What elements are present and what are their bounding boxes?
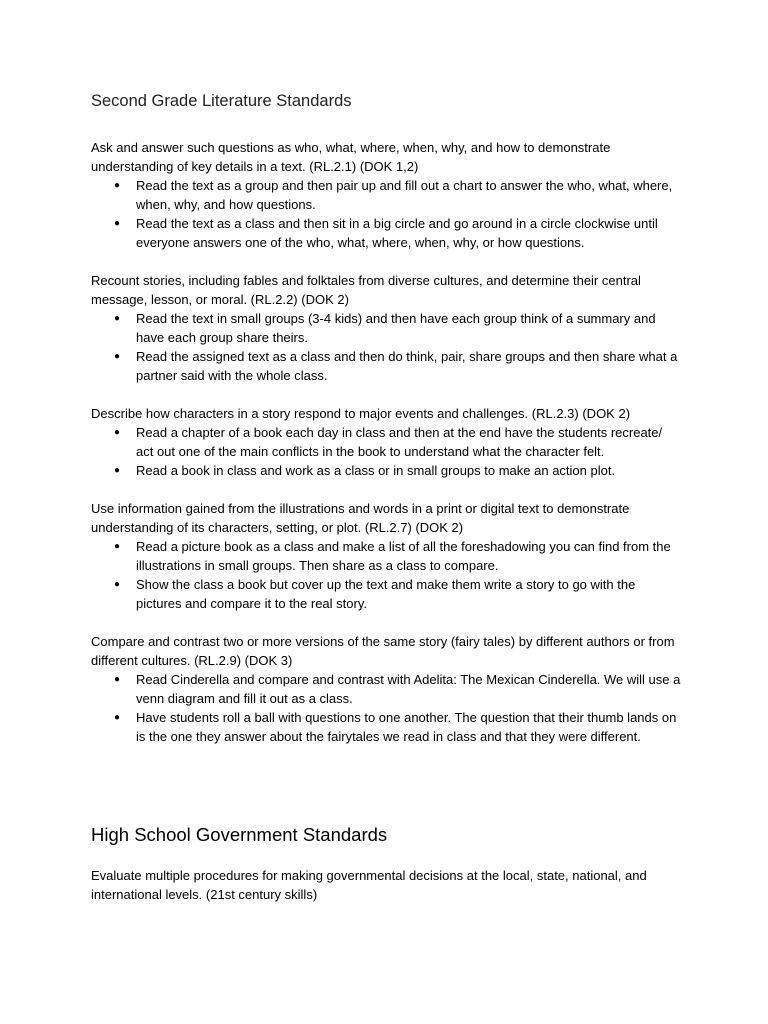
activity-item bbox=[91, 670, 681, 708]
activity-item bbox=[91, 176, 681, 214]
standard-text: Use information gained from the illustrations and words in a print or digital text to demonstrate understanding of its characters, setting, or plot. (RL.2.7) (DOK 2) bbox=[91, 501, 630, 535]
bullet-icon: ● bbox=[114, 351, 121, 362]
standard-text: Ask and answer such questions as who, what, where, when, why, and how to demonstrate understanding of key details in a text. (RL.2.1) (DOK 1,2) bbox=[91, 140, 611, 174]
standard-section-4 bbox=[91, 499, 681, 613]
activity-list bbox=[91, 309, 681, 385]
standard-section-3 bbox=[91, 404, 681, 480]
bullet-icon: ● bbox=[114, 218, 121, 229]
bullet-icon: ● bbox=[114, 541, 121, 552]
activity-text: Read a chapter of a book each day in class and then at the end have the students recreate/ act out one of the main conflicts in the book to understand what the character felt. bbox=[136, 425, 663, 459]
activity-text: Show the class a book but cover up the text and make them write a story to go with the pictures and compare it to the real story. bbox=[136, 577, 636, 611]
activity-item bbox=[91, 537, 681, 575]
standard-text: Describe how characters in a story respond to major events and challenges. (RL.2.3) (DOK 2) bbox=[91, 406, 631, 421]
activity-item bbox=[91, 461, 681, 480]
activity-item bbox=[91, 309, 681, 347]
standard-section-5 bbox=[91, 632, 681, 746]
standard-section-1 bbox=[91, 138, 681, 252]
activity-item bbox=[91, 423, 681, 461]
standard-section-2 bbox=[91, 271, 681, 385]
bullet-icon: ● bbox=[114, 712, 121, 723]
activity-list bbox=[91, 537, 681, 613]
activity-text: Read the text as a group and then pair up and fill out a chart to answer the who, what, where, when, why, and how questions. bbox=[136, 178, 673, 212]
activity-text: Have students roll a ball with questions to one another. The question that their thumb lands on is the one they answer about the fairytales we read in class and that they were different. bbox=[136, 710, 677, 744]
activity-list bbox=[91, 670, 681, 746]
activity-list bbox=[91, 423, 681, 480]
standard-text: Compare and contrast two or more versions of the same story (fairy tales) by different authors or from different cultures. (RL.2.9) (DOK 3) bbox=[91, 634, 675, 668]
high-school-heading: High School Government Standards bbox=[91, 824, 388, 845]
activity-item bbox=[91, 575, 681, 613]
activity-text: Read a book in class and work as a class or in small groups to make an action plot. bbox=[136, 463, 616, 478]
activity-text: Read Cinderella and compare and contrast with Adelita: The Mexican Cinderella. We will use a venn diagram and fill it out as a class. bbox=[136, 672, 681, 706]
bullet-icon: ● bbox=[114, 427, 121, 438]
high-school-standard-text: Evaluate multiple procedures for making governmental decisions at the local, state, national, and international levels. (21st century skills) bbox=[91, 868, 647, 902]
bullet-icon: ● bbox=[114, 465, 121, 476]
activity-text: Read the assigned text as a class and then do think, pair, share groups and then share what a partner said with the whole class. bbox=[136, 349, 678, 383]
bullet-icon: ● bbox=[114, 674, 121, 685]
second-grade-heading: Second Grade Literature Standards bbox=[91, 92, 352, 110]
activity-item bbox=[91, 347, 681, 385]
standard-text: Recount stories, including fables and folktales from diverse cultures, and determine their central message, lesson, or moral. (RL.2.2) (DOK 2) bbox=[91, 273, 641, 307]
activity-list bbox=[91, 176, 681, 252]
bullet-icon: ● bbox=[114, 180, 121, 191]
activity-text: Read a picture book as a class and make a list of all the foreshadowing you can find from the illustrations in small groups. Then share as a class to compare. bbox=[136, 539, 671, 573]
bullet-icon: ● bbox=[114, 313, 121, 324]
activity-text: Read the text in small groups (3-4 kids) and then have each group think of a summary and have each group share theirs. bbox=[136, 311, 656, 345]
activity-text: Read the text as a class and then sit in a big circle and go around in a circle clockwise until everyone answers one of the who, what, where, when, why, or how questions. bbox=[136, 216, 658, 250]
second-grade-sections bbox=[91, 138, 681, 765]
activity-item bbox=[91, 214, 681, 252]
bullet-icon: ● bbox=[114, 579, 121, 590]
activity-item bbox=[91, 708, 681, 746]
